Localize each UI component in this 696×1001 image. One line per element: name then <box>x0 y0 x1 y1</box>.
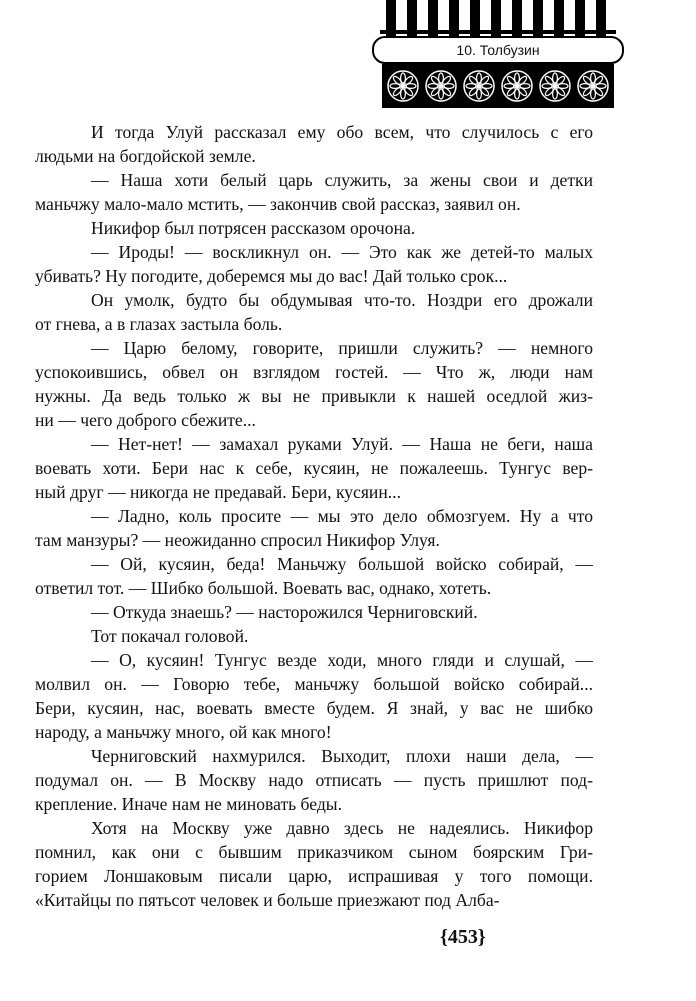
text-line: воевать хоти. Бери нас к себе, кусяин, не пожалеешь. Тунгус вер- <box>35 458 593 478</box>
text-line: крепление. Иначе нам не миновать беды. <box>35 794 343 814</box>
paragraph <box>35 168 593 216</box>
paragraph <box>35 288 593 336</box>
paragraph <box>35 336 593 432</box>
text-line: Бери, кусяин, нас, воевать вместе будем. Я знай, у вас не шибко <box>35 698 593 718</box>
running-title: 10. Толбузин <box>456 42 540 58</box>
text-line: ни — чего доброго сбежите... <box>35 410 256 430</box>
paragraph <box>35 744 593 816</box>
paragraph <box>35 120 593 168</box>
text-line: там манзуры? — неожиданно спросил Никифор Улуя. <box>35 530 440 550</box>
pillar-capital-bar <box>380 30 616 34</box>
text-line: — Откуда знаешь? — насторожился Черниговский. <box>91 602 478 622</box>
paragraph <box>35 432 593 504</box>
paragraph <box>63 216 593 240</box>
paragraph <box>63 600 593 624</box>
text-line: — Царю белому, говорите, пришли служить? — немного <box>91 338 593 358</box>
text-line: — Нет-нет! — замахал руками Улуй. — Наша не беги, наша <box>91 434 593 454</box>
text-line: «Китайцы по пятьсот человек и больше приезжают под Алба- <box>35 890 500 910</box>
text-line: — Ой, кусяин, беда! Маньчжу большой войско собирай, — <box>91 554 593 574</box>
text-line: — О, кусяин! Тунгус везде ходи, много гляди и слушай, — <box>91 650 593 670</box>
text-line: горием Лоншаковым писали царю, испрашивая у того помощи. <box>35 866 593 886</box>
text-line: помнил, как они с бывшим приказчиком сыном боярским Гри- <box>35 842 593 862</box>
paragraph <box>35 240 593 288</box>
text-line: успокоившись, обвел он взглядом гостей. — Что ж, люди нам <box>35 362 593 382</box>
rosette-frieze-icon <box>382 64 614 108</box>
running-header <box>372 0 624 112</box>
text-line: ответил тот. — Шибко большой. Воевать вас, однако, хотеть. <box>35 578 492 598</box>
text-line: ный друг — никогда не предавай. Бери, кусяин... <box>35 482 401 502</box>
paragraph <box>35 504 593 552</box>
paragraph <box>35 816 593 912</box>
text-line: Хотя на Москву уже давно здесь не надеялись. Никифор <box>91 818 593 838</box>
running-title-box <box>372 36 624 64</box>
text-line: Он умолк, будто бы обдумывая что-то. Ноздри его дрожали <box>91 290 593 310</box>
page-number: {453} <box>440 926 486 948</box>
text-line: — Ироды! — воскликнул он. — Это как же детей-то малых <box>91 242 593 262</box>
text-line: молвил он. — Говорю тебе, маньчжу большой войско собирай... <box>35 674 593 694</box>
paragraph <box>35 648 593 744</box>
text-line: подумал он. — В Москву надо отписать — пусть пришлют под- <box>35 770 593 790</box>
text-line: народу, а маньчжу много, ой как много! <box>35 722 332 742</box>
text-line: убивать? Ну погодите, доберемся мы до вас! Дай только срок... <box>35 266 508 286</box>
text-line: людьми на богдойской земле. <box>35 146 256 166</box>
paragraph <box>35 552 593 600</box>
text-line: — Наша хоти белый царь служить, за жены свои и детки <box>91 170 593 190</box>
text-line: нужны. Да ведь только ж вы не привыкли к нашей оседлой жиз- <box>35 386 593 406</box>
text-line: Тот покачал головой. <box>91 626 249 646</box>
paragraph <box>63 624 593 648</box>
text-line: — Ладно, коль просите — мы это дело обмозгуем. Ну а что <box>91 506 593 526</box>
text-line: от гнева, а в глазах застыла боль. <box>35 314 283 334</box>
text-line: Черниговский нахмурился. Выходит, плохи наши дела, — <box>91 746 593 766</box>
text-line: Никифор был потрясен рассказом орочона. <box>91 218 416 238</box>
body-text <box>35 120 593 912</box>
text-line: маньчжу мало-мало мстить, — закончив свой рассказ, заявил он. <box>35 194 521 214</box>
text-line: И тогда Улуй рассказал ему обо всем, что случилось с его <box>91 122 593 142</box>
